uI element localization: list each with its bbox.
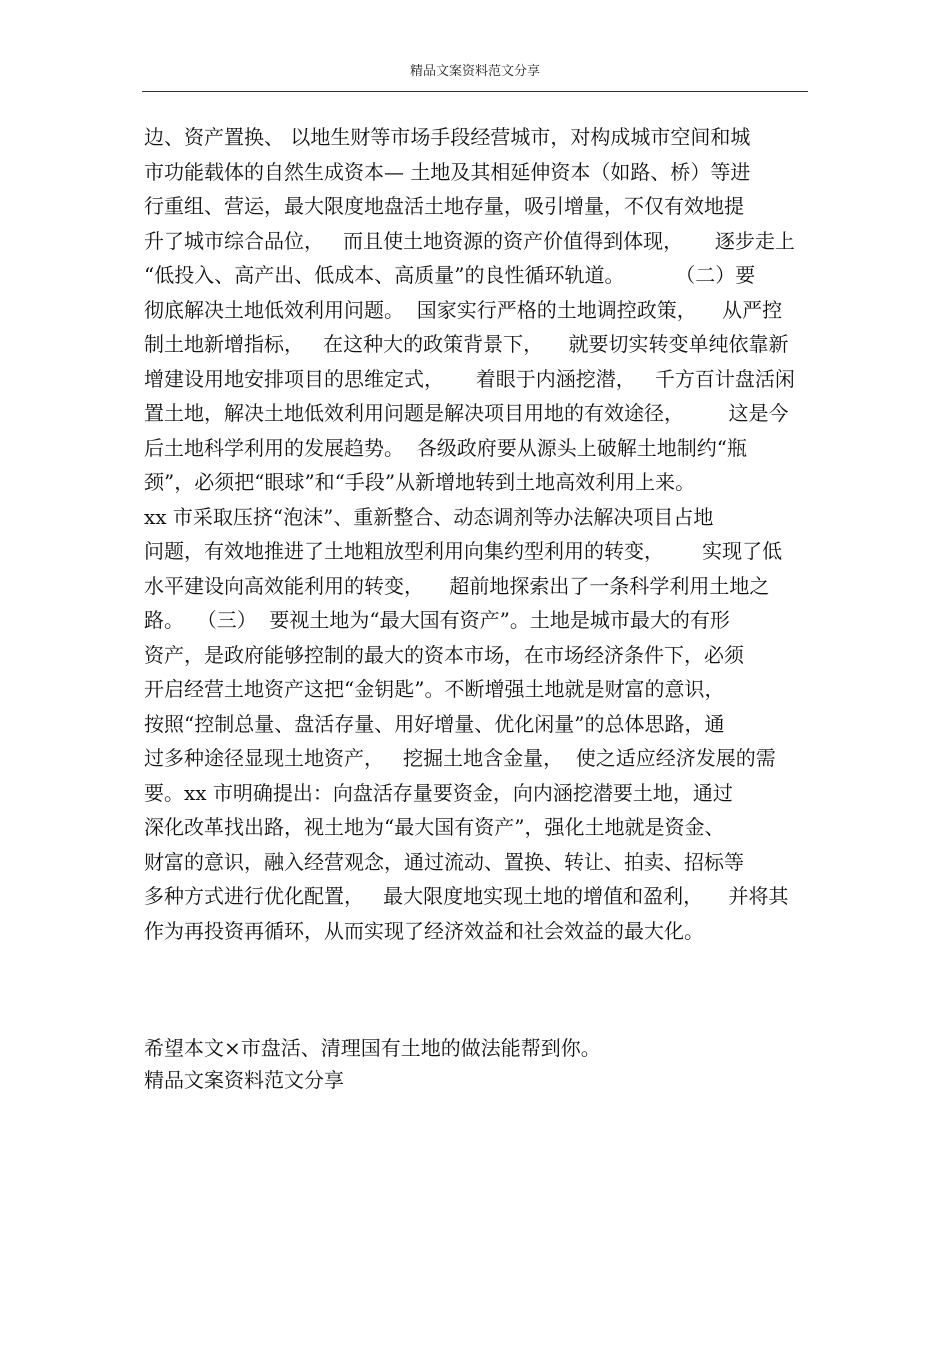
closing-footer: 精品文案资料范文分享 — [144, 1068, 344, 1092]
body-line: 水平建设向高效能利用的转变， 超前地探索出了一条科学利用土地之 — [144, 573, 770, 598]
body-line: 作为再投资再循环，从而实现了经济效益和社会效益的最大化。 — [144, 918, 704, 943]
body-line: 开启经营土地资产这把“金钥匙”。不断增强土地就是财富的意识， — [144, 677, 725, 701]
body-line: 深化改革找出路，视土地为“最大国有资产”，强化土地就是资金、 — [144, 815, 725, 839]
body-line: 财富的意识，融入经营观念，通过流动、置换、转让、拍卖、招标等 — [144, 849, 744, 874]
body-line: 颈”，必须把“眼球”和“手段”从新增地转到土地高效利用上来。 — [144, 470, 696, 494]
body-line: 路。 （三） 要视土地为“最大国有资产”。土地是城市最大的有形 — [144, 608, 730, 632]
body-line: xx 市采取压挤“泡沫”、重新整合、动态调剂等办法解决项目占地 — [144, 504, 714, 529]
body-line: 要。xx 市明确提出：向盘活存量要资金，向内涵挖潜要土地，通过 — [144, 780, 733, 805]
body-line: 市功能载体的自然生成资本— 土地及其相延伸资本（如路、桥）等进 — [144, 159, 751, 184]
body-line: 升了城市综合品位， 而且使土地资源的资产价值得到体现， 逐步走上 — [144, 228, 795, 253]
body-line: 后土地科学利用的发展趋势。 各级政府要从源头上破解土地制约“瓶 — [144, 435, 747, 460]
article-body — [144, 120, 824, 948]
body-line: 增建设用地安排项目的思维定式， 着眼于内涵挖潜， 千方百计盘活闲 — [144, 366, 795, 391]
body-line: 多种方式进行优化配置， 最大限度地实现土地的增值和盈利， 并将其 — [144, 884, 789, 908]
body-line: 置土地，解决土地低效利用问题是解决项目用地的有效途径， 这是今 — [144, 401, 789, 425]
body-line: 行重组、营运，最大限度地盘活土地存量，吸引增量，不仅有效地提 — [144, 194, 744, 218]
closing-section — [144, 1032, 824, 1096]
page-header: 精品文案资料范文分享 — [409, 64, 540, 79]
body-line: 边、资产置换、 以地生财等市场手段经营城市，对构成城市空间和城 — [144, 125, 751, 149]
closing-wish: 希望本文×市盘活、清理国有土地的做法能帮到你。 — [144, 1036, 601, 1060]
body-line: 制土地新增指标， 在这种大的政策背景下， 就要切实转变单纯依靠新 — [144, 332, 789, 356]
header-divider — [142, 91, 808, 92]
body-line: 资产，是政府能够控制的最大的资本市场，在市场经济条件下，必须 — [144, 642, 744, 667]
body-line: 按照“控制总量、盘活存量、用好增量、优化闲量”的总体思路，通 — [144, 711, 725, 736]
body-line: 问题，有效地推进了土地粗放型利用向集约型利用的转变， 实现了低 — [144, 539, 783, 563]
body-line: 彻底解决土地低效利用问题。 国家实行严格的土地调控政策， 从严控 — [144, 297, 783, 322]
body-line: 过多种途径显现土地资产， 挖掘土地含金量， 使之适应经济发展的需 — [144, 746, 776, 770]
body-line: “低投入、高产出、低成本、高质量”的良性循环轨道。 （二）要 — [144, 263, 756, 287]
